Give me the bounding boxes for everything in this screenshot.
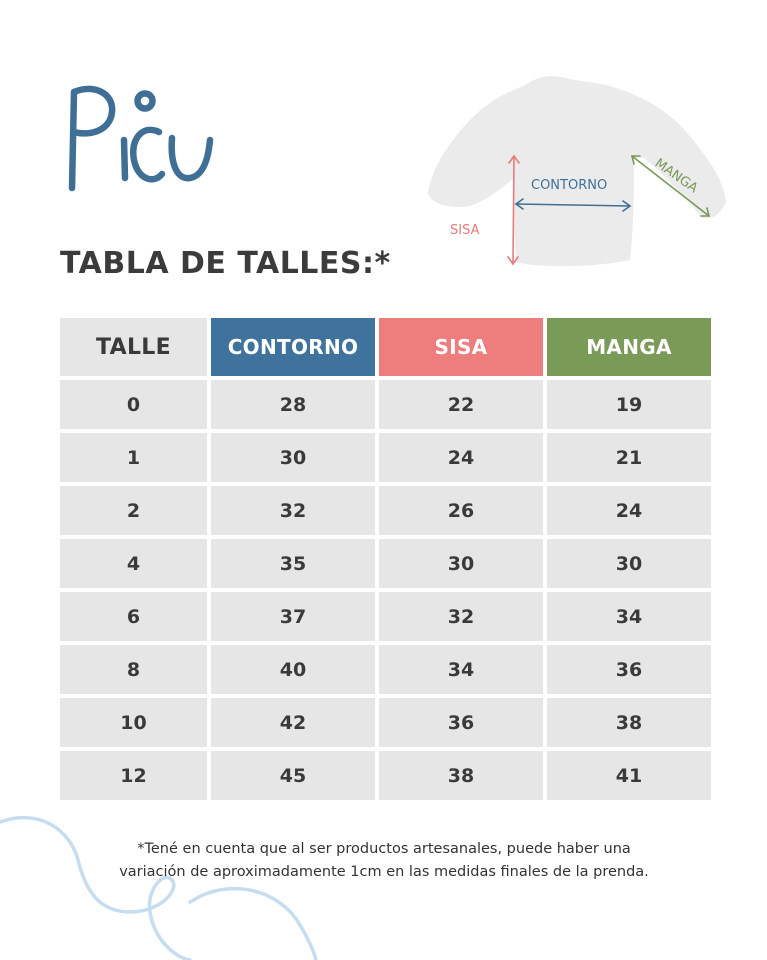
cell-talle: 0 [60,380,207,429]
table-row [60,539,711,588]
cell-manga: 34 [547,592,711,641]
picu-logo [62,80,222,195]
cell-talle: 10 [60,698,207,747]
manga-label: MANGA [651,155,701,197]
cell-contorno: 40 [211,645,375,694]
cell-manga: 21 [547,433,711,482]
cell-manga: 19 [547,380,711,429]
size-table [56,314,715,804]
cell-contorno: 35 [211,539,375,588]
header-manga: MANGA [547,318,711,376]
contorno-label: CONTORNO [531,178,608,193]
cell-talle: 2 [60,486,207,535]
cell-contorno: 45 [211,751,375,800]
cell-talle: 6 [60,592,207,641]
cell-manga: 38 [547,698,711,747]
table-row [60,751,711,800]
cell-sisa: 26 [379,486,543,535]
sisa-label: SISA [450,223,480,238]
cell-contorno: 30 [211,433,375,482]
table-row [60,380,711,429]
table-row [60,433,711,482]
footnote-line-2: variación de aproximadamente 1cm en las medidas finales de la prenda. [119,864,649,880]
table-row [60,645,711,694]
cell-sisa: 38 [379,751,543,800]
cell-manga: 24 [547,486,711,535]
footnote [60,838,708,884]
table-row [60,698,711,747]
cell-sisa: 24 [379,433,543,482]
cell-sisa: 32 [379,592,543,641]
cell-sisa: 22 [379,380,543,429]
cell-talle: 8 [60,645,207,694]
header-contorno: CONTORNO [211,318,375,376]
cell-manga: 36 [547,645,711,694]
table-row [60,486,711,535]
cell-talle: 4 [60,539,207,588]
cell-contorno: 37 [211,592,375,641]
page-title: TABLA DE TALLES:* [60,246,391,281]
sweater-measurement-diagram [420,70,740,280]
cell-contorno: 28 [211,380,375,429]
cell-sisa: 36 [379,698,543,747]
cell-contorno: 32 [211,486,375,535]
cell-sisa: 34 [379,645,543,694]
header-sisa: SISA [379,318,543,376]
table-header-row [60,318,711,376]
cell-talle: 1 [60,433,207,482]
table-row [60,592,711,641]
footnote-line-1: *Tené en cuenta que al ser productos artesanales, puede haber una [137,841,631,857]
cell-talle: 12 [60,751,207,800]
cell-manga: 30 [547,539,711,588]
cell-sisa: 30 [379,539,543,588]
cell-manga: 41 [547,751,711,800]
header-talle: TALLE [60,318,207,376]
cell-contorno: 42 [211,698,375,747]
